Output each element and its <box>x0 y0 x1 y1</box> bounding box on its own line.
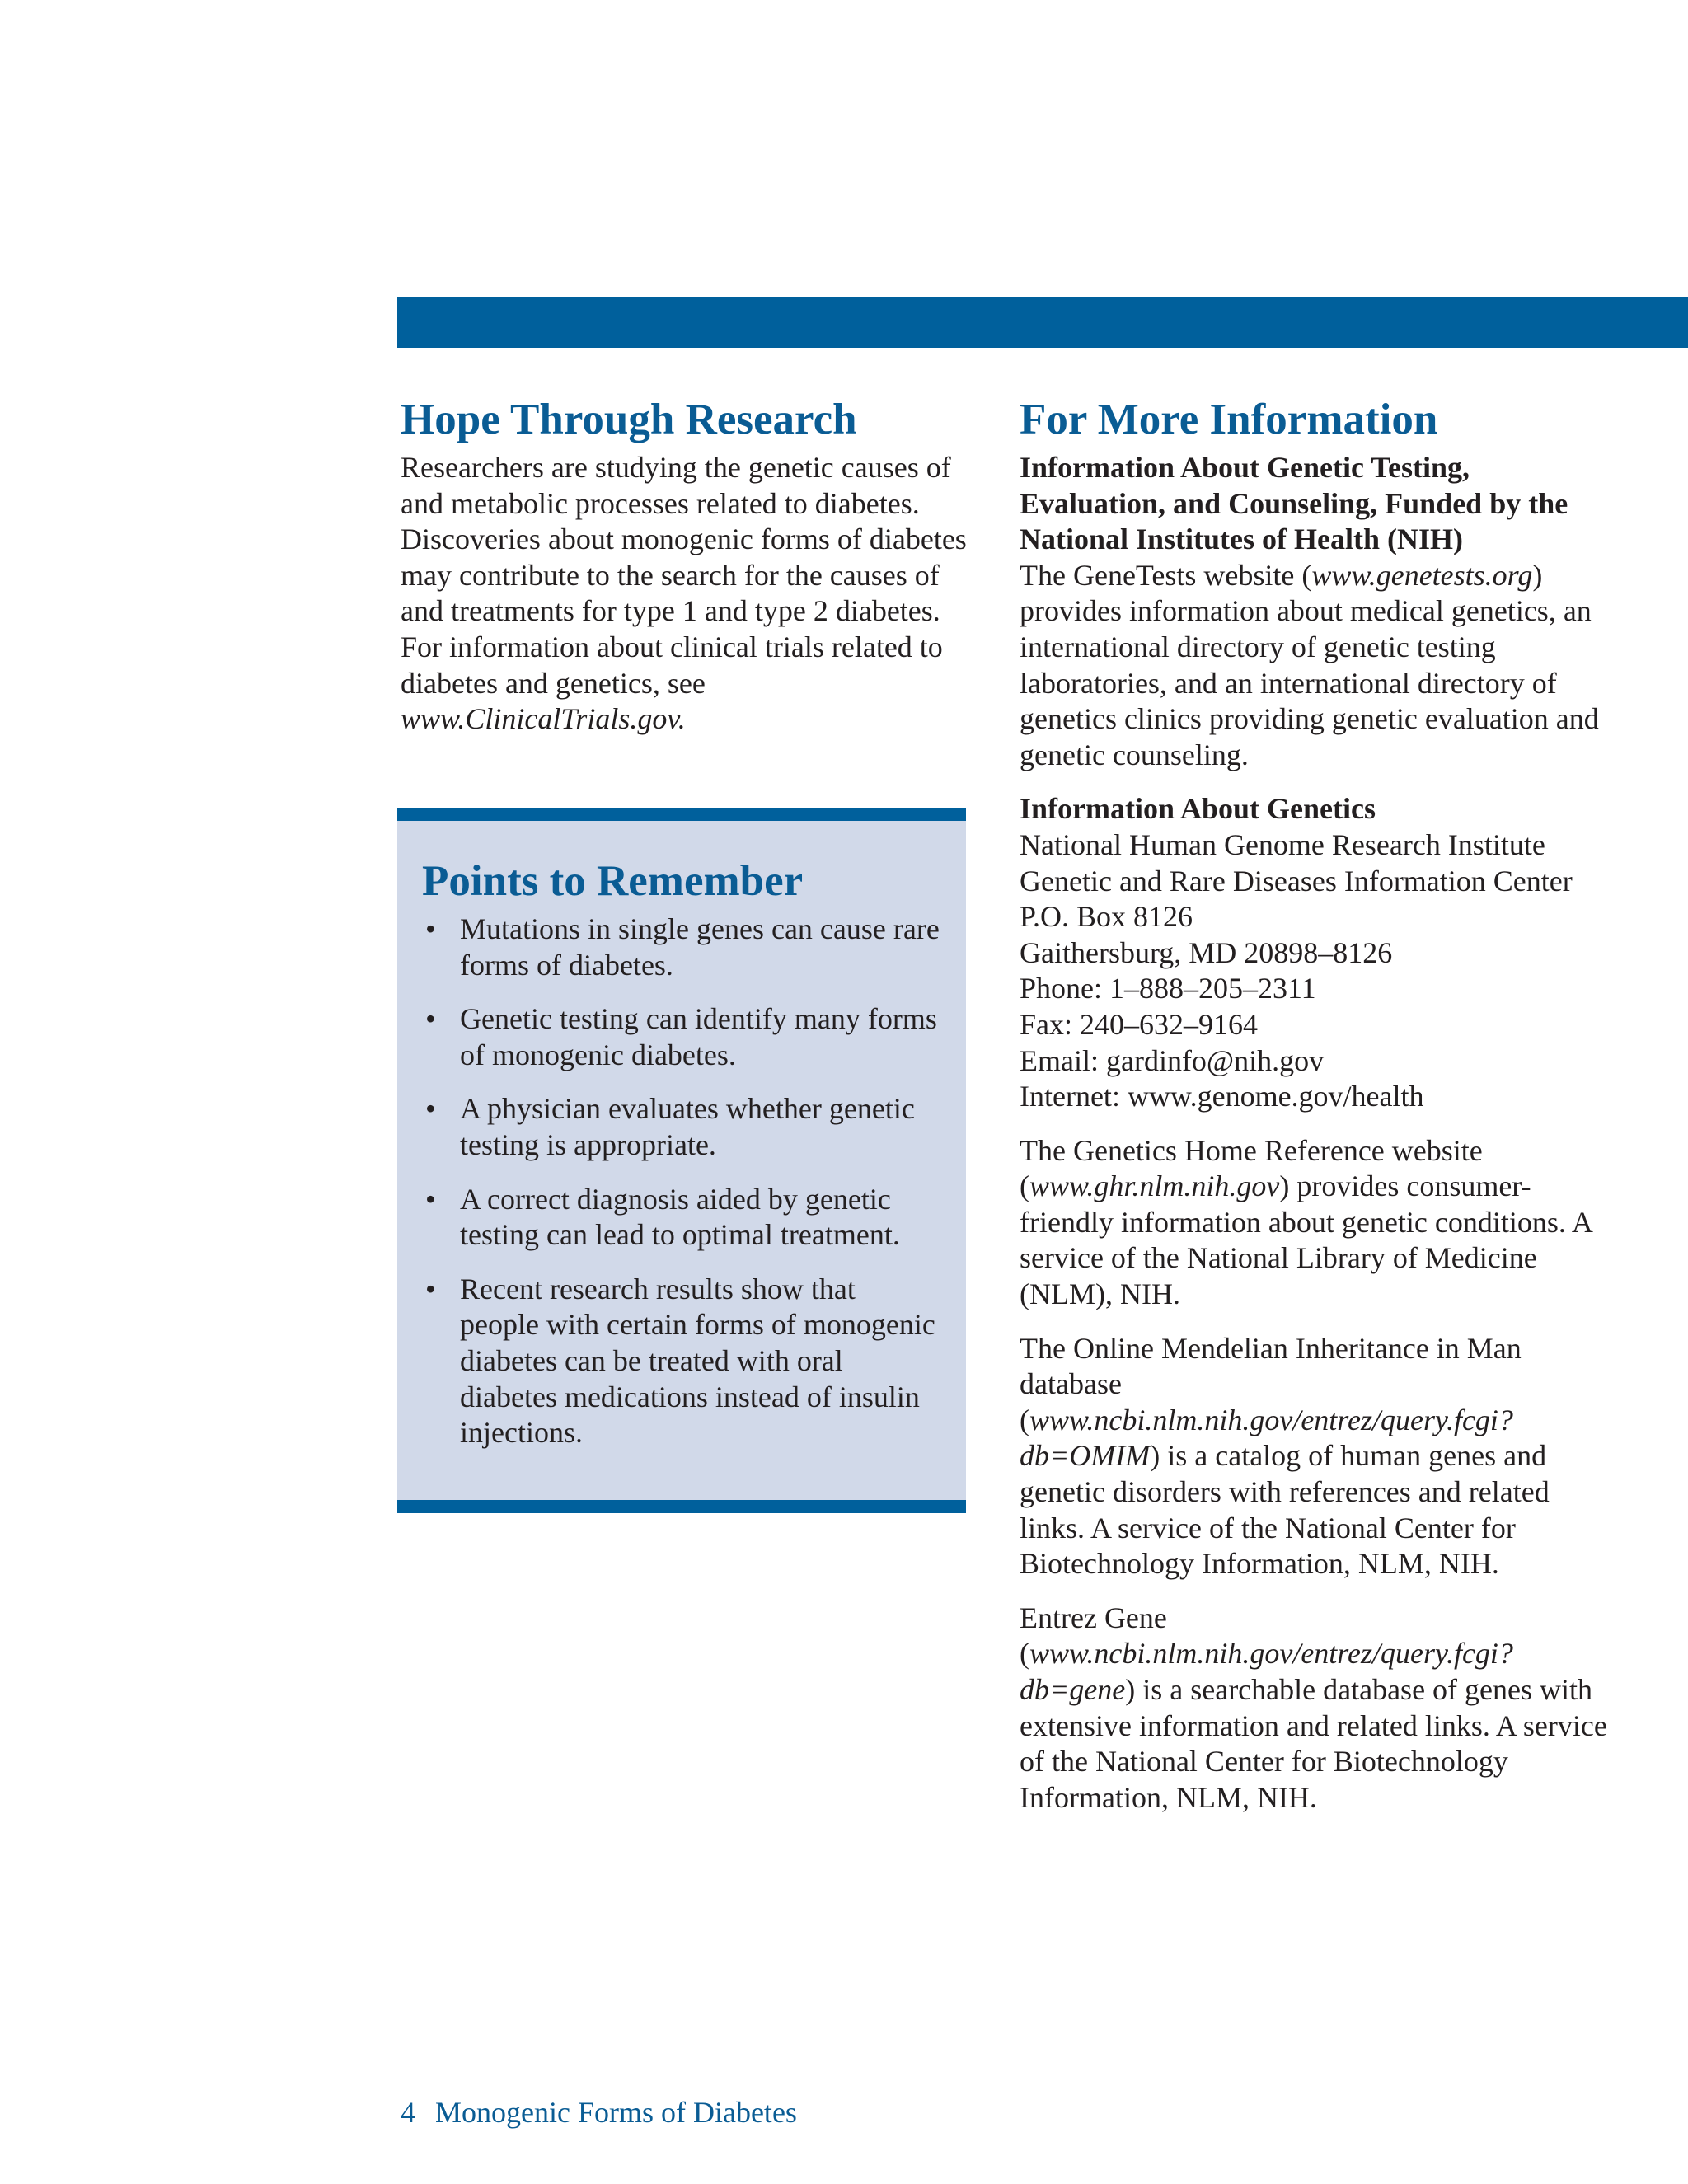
bullet-icon: • <box>425 1092 436 1126</box>
point-text: Genetic testing can identify many forms of monogenic diabetes. <box>460 1002 937 1071</box>
points-to-remember-box <box>397 808 966 1513</box>
list-item <box>422 1272 941 1451</box>
section-title-more-info: For More Information <box>1020 396 1438 443</box>
callout-title: Points to Remember <box>422 857 804 905</box>
page-number: 4 <box>401 2096 415 2129</box>
org-nhgri: National Human Genome Research Institute <box>1020 827 1545 861</box>
point-text: A correct diagnosis aided by genetic testing can lead to optimal treatment. <box>460 1182 900 1252</box>
point-text: A physician evaluates whether genetic testing is appropriate. <box>460 1092 915 1161</box>
omim-link[interactable]: www.ncbi.nlm.nih.gov/entrez/query.fcgi?db=OMIM <box>1020 1403 1513 1473</box>
point-text: Recent research results show that people with certain forms of monogenic diabetes can be treated with oral diabetes medications instead of insulin injections. <box>460 1272 935 1450</box>
ghr-text-pre: The Genetics Home Reference website ( <box>1020 1133 1483 1203</box>
list-item <box>422 1001 941 1073</box>
spacer <box>1020 1313 1613 1331</box>
spacer <box>1020 773 1613 791</box>
points-list <box>422 912 941 1451</box>
subhead-genetic-testing: Information About Genetic Testing, Evaluation, and Counseling, Funded by the National Institutes of Health (NIH) <box>1020 451 1568 556</box>
section-title-hope: Hope Through Research <box>401 396 857 443</box>
point-text: Mutations in single genes can cause rare forms of diabetes. <box>460 912 940 982</box>
genetests-link[interactable]: www.genetests.org <box>1311 558 1533 592</box>
list-item <box>422 1182 941 1254</box>
contact-internet[interactable]: Internet: www.genome.gov/health <box>1020 1080 1424 1113</box>
bullet-icon: • <box>425 1182 436 1216</box>
publication-title: Monogenic Forms of Diabetes <box>435 2096 797 2129</box>
list-item <box>422 912 941 983</box>
bullet-icon: • <box>425 1272 436 1305</box>
ghr-text-post: ) provides consumer-friendly information about genetic conditions. A service of the National Library of Medicine (NLM), NIH. <box>1020 1169 1592 1311</box>
spacer <box>1020 1115 1613 1133</box>
page-footer <box>401 2092 797 2133</box>
address-city: Gaithersburg, MD 20898–8126 <box>1020 935 1393 969</box>
omim-text-pre: The Online Mendelian Inheritance in Man database ( <box>1020 1331 1522 1436</box>
list-item <box>422 1091 941 1163</box>
genetests-text-post: ) provides information about medical genetics, an international directory of genetic testing laboratories, and an international directory of genetics clinics providing genetic evaluation and genetic counseling. <box>1020 558 1599 771</box>
entrez-text-post: ) is a searchable database of genes with extensive information and related links. A service of the National Center for Biotechnology Information, NLM, NIH. <box>1020 1673 1607 1814</box>
omim-paragraph <box>1020 1331 1613 1582</box>
research-text: Researchers are studying the genetic causes of and metabolic processes related to diabetes. Discoveries about monogenic forms of diabetes may contribute to the search for the causes of and treatments for type 1 and type 2 diabetes. For information about clinical trials related to diabetes and genetics, see <box>401 451 967 700</box>
ghr-paragraph <box>1020 1133 1613 1313</box>
genetests-text-pre: The GeneTests website ( <box>1020 558 1312 592</box>
spacer <box>1020 1582 1613 1601</box>
hope-through-research-section <box>401 389 969 738</box>
subhead-genetics: Information About Genetics <box>1020 792 1376 826</box>
ghr-link[interactable]: www.ghr.nlm.nih.gov <box>1029 1169 1280 1203</box>
clinicaltrials-link[interactable]: www.ClinicalTrials.gov. <box>401 702 686 736</box>
entrez-paragraph <box>1020 1601 1613 1816</box>
contact-fax: Fax: 240–632–9164 <box>1020 1007 1259 1041</box>
contact-email[interactable]: Email: gardinfo@nih.gov <box>1020 1043 1325 1077</box>
omim-text-post: ) is a catalog of human genes and genetic disorders with references and related links. A service of the National Center for Biotechnology Information, NLM, NIH. <box>1020 1439 1550 1581</box>
entrez-text-pre: Entrez Gene ( <box>1020 1601 1167 1671</box>
entrez-link[interactable]: www.ncbi.nlm.nih.gov/entrez/query.fcgi?db=gene <box>1020 1637 1513 1706</box>
contact-phone: Phone: 1–888–205–2311 <box>1020 972 1316 1005</box>
header-color-bar <box>397 297 1688 348</box>
bullet-icon: • <box>425 912 436 945</box>
research-paragraph <box>401 450 969 738</box>
bullet-icon: • <box>425 1002 436 1036</box>
org-gard: Genetic and Rare Diseases Information Center <box>1020 864 1573 898</box>
genetests-paragraph <box>1020 558 1613 774</box>
for-more-information-section <box>1020 389 1613 1816</box>
address-po-box: P.O. Box 8126 <box>1020 900 1193 934</box>
